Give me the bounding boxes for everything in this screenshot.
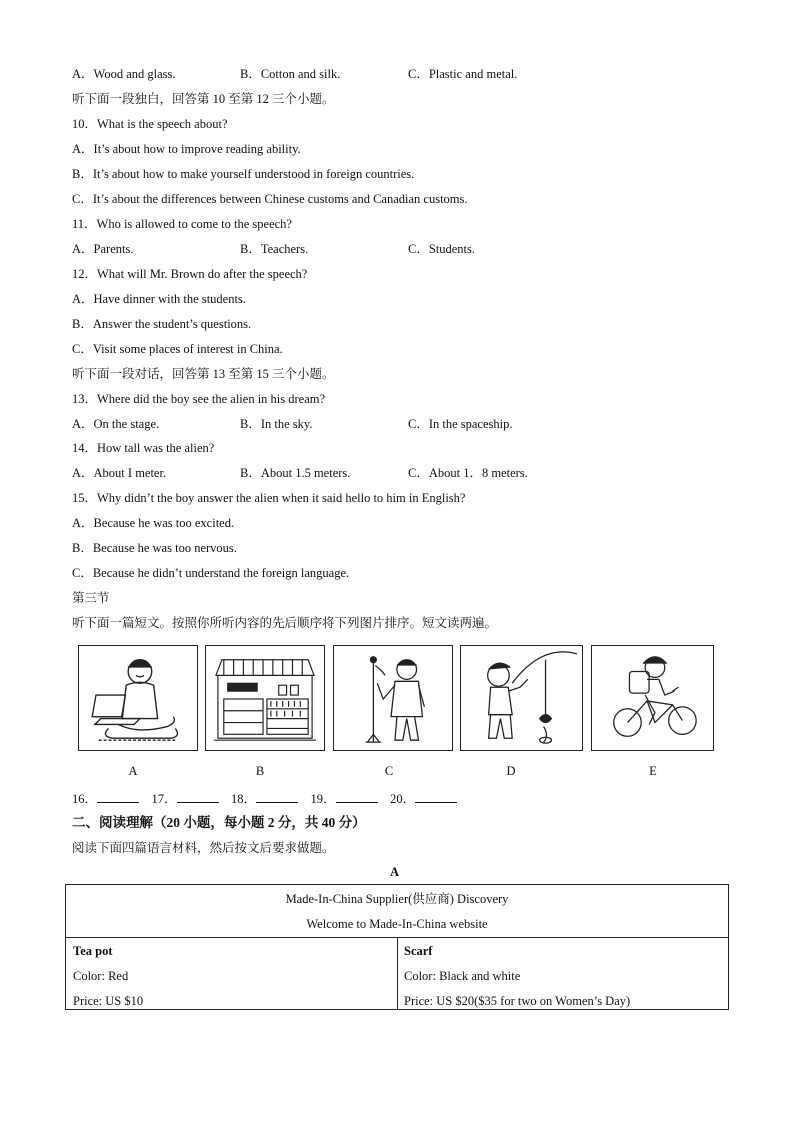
- tea-pot-cell: [66, 937, 398, 1009]
- q14-question: 14．How tall was the alien?: [72, 441, 215, 455]
- answer-17-blank[interactable]: [177, 790, 219, 803]
- picture-label-d: D: [506, 764, 516, 778]
- q11-option-c: C．Students.: [408, 242, 476, 256]
- q13-option-b: B．In the sky.: [240, 417, 313, 431]
- q9-option-c: C．Plastic and metal.: [408, 67, 518, 81]
- answer-19-label: 19．: [310, 792, 336, 806]
- tea-pot-price: Price: US $10: [73, 994, 144, 1008]
- product-table: [65, 884, 729, 1010]
- table-title-2: Welcome to Made-In-China website: [306, 917, 488, 931]
- q14-option-c: C．About 1．8 meters.: [408, 466, 528, 480]
- monologue-intro: 听下面一段独白，回答第 10 至第 12 三个小题。: [72, 92, 335, 106]
- picture-b: [205, 645, 325, 751]
- answer-18-blank[interactable]: [256, 790, 298, 803]
- q11-question: 11．Who is allowed to come to the speech?: [72, 217, 292, 231]
- singer-with-microphone-icon: [334, 646, 452, 750]
- answer-blanks: [72, 790, 457, 807]
- q15-option-a: A．Because he was too excited.: [72, 516, 235, 530]
- table-header: [66, 885, 728, 938]
- q15-question: 15．Why didn’t the boy answer the alien when it said hello to him in English?: [72, 491, 466, 505]
- section3-title: 第三节: [72, 591, 110, 605]
- q11-option-b: B．Teachers.: [240, 242, 309, 256]
- scarf-price: Price: US $20($35 for two on Women’s Day): [404, 994, 631, 1008]
- answer-20-label: 20．: [390, 792, 416, 806]
- q10-option-c: C．It’s about the differences between Chinese customs and Canadian customs.: [72, 192, 468, 206]
- q13-option-c: C．In the spaceship.: [408, 417, 513, 431]
- answer-20-blank[interactable]: [415, 790, 457, 803]
- q10-option-b: B．It’s about how to make yourself understood in foreign countries.: [72, 167, 415, 181]
- tea-pot-color: Color: Red: [73, 969, 129, 983]
- q12-option-c: C．Visit some places of interest in China.: [72, 342, 283, 356]
- shop-building-icon: [206, 646, 324, 750]
- answer-19-blank[interactable]: [336, 790, 378, 803]
- scarf-color: Color: Black and white: [404, 969, 521, 983]
- q14-option-a: A．About I meter.: [72, 466, 167, 480]
- picture-label-b: B: [255, 764, 265, 778]
- table-title-1: Made-In-China Supplier(供应商) Discovery: [285, 892, 509, 906]
- q14-option-b: B．About 1.5 meters.: [240, 466, 351, 480]
- dialogue-intro: 听下面一段对话，回答第 13 至第 15 三个小题。: [72, 367, 335, 381]
- picture-label-c: C: [384, 764, 394, 778]
- picture-label-a: A: [128, 764, 138, 778]
- picture-label-e: E: [649, 764, 657, 778]
- answer-17-label: 17．: [151, 792, 177, 806]
- boy-cycling-icon: [592, 646, 713, 750]
- q13-question: 13．Where did the boy see the alien in his dream?: [72, 392, 326, 406]
- boy-fishing-icon: [461, 646, 582, 750]
- picture-a: [78, 645, 198, 751]
- answer-16-blank[interactable]: [97, 790, 139, 803]
- boy-with-laptop-icon: [79, 646, 197, 750]
- q12-question: 12．What will Mr. Brown do after the speech?: [72, 267, 308, 281]
- section3-instruction: 听下面一篇短文。按照你所听内容的先后顺序将下列图片排序。短文读两遍。: [72, 616, 498, 630]
- q12-option-a: A．Have dinner with the students.: [72, 292, 246, 306]
- scarf-cell: [397, 937, 728, 1009]
- q11-option-a: A．Parents.: [72, 242, 134, 256]
- q12-option-b: B．Answer the student’s questions.: [72, 317, 252, 331]
- part2-title: 二、阅读理解（20 小题，每小题 2 分，共 40 分）: [72, 815, 366, 830]
- answer-18-label: 18．: [231, 792, 257, 806]
- scarf-name: Scarf: [404, 944, 433, 958]
- q15-option-c: C．Because he didn’t understand the foreign language.: [72, 566, 350, 580]
- picture-c: [333, 645, 453, 751]
- q9-option-b: B．Cotton and silk.: [240, 67, 341, 81]
- picture-d: [460, 645, 583, 751]
- passage-label: A: [390, 865, 400, 879]
- q13-option-a: A．On the stage.: [72, 417, 160, 431]
- tea-pot-name: Tea pot: [73, 944, 113, 958]
- q10-question: 10．What is the speech about?: [72, 117, 228, 131]
- picture-e: [591, 645, 714, 751]
- q15-option-b: B．Because he was too nervous.: [72, 541, 237, 555]
- q10-option-a: A．It’s about how to improve reading ability.: [72, 142, 301, 156]
- answer-16-label: 16．: [72, 792, 98, 806]
- part2-instruction: 阅读下面四篇语言材料，然后按文后要求做题。: [72, 841, 335, 855]
- q9-option-a: A．Wood and glass.: [72, 67, 176, 81]
